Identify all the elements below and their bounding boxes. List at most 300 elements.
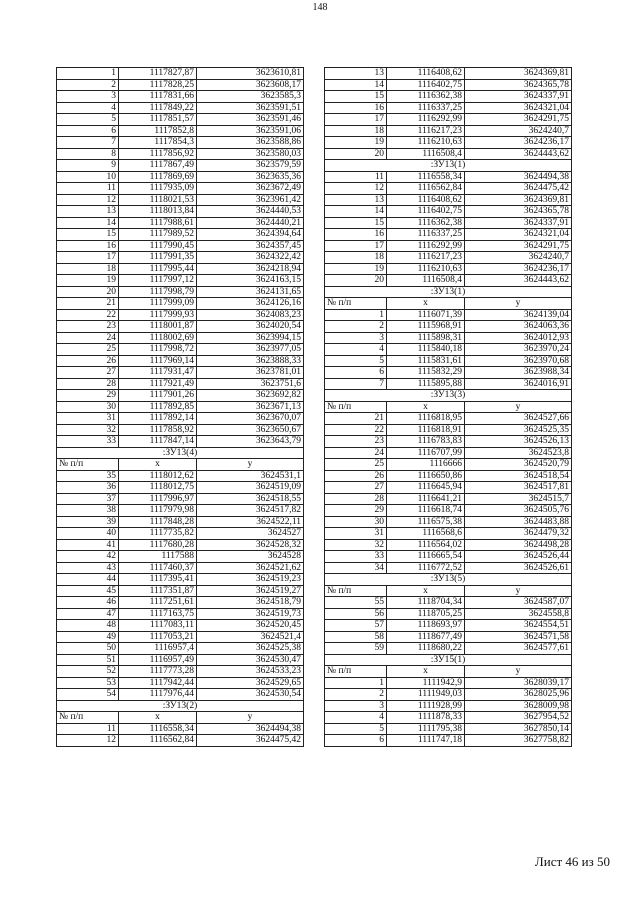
x-coordinate: 1118677,49 xyxy=(387,631,465,643)
x-coordinate: 1116650,86 xyxy=(387,470,465,482)
x-coordinate: 1116772,52 xyxy=(387,562,465,574)
x-coordinate: 1115840,18 xyxy=(387,344,465,356)
table-row xyxy=(57,574,304,586)
x-coordinate: 1117990,45 xyxy=(119,240,197,252)
x-coordinate: 1117991,35 xyxy=(119,252,197,264)
y-coordinate: 3624530,54 xyxy=(197,689,304,701)
table-row xyxy=(325,137,572,149)
y-coordinate: 3628009,98 xyxy=(465,700,572,712)
y-coordinate: 3623635,36 xyxy=(197,171,304,183)
point-number: 48 xyxy=(57,620,119,632)
y-coordinate: 3624321,04 xyxy=(465,102,572,114)
point-number: 25 xyxy=(57,344,119,356)
table-row xyxy=(57,689,304,701)
y-coordinate: 3623591,51 xyxy=(197,102,304,114)
x-coordinate: 1118680,22 xyxy=(387,643,465,655)
point-number: 10 xyxy=(57,171,119,183)
point-number: 43 xyxy=(57,562,119,574)
point-number: 46 xyxy=(57,597,119,609)
table-row xyxy=(325,378,572,390)
table-row xyxy=(325,597,572,609)
y-coordinate: 3624337,91 xyxy=(465,91,572,103)
point-number: 55 xyxy=(325,597,387,609)
point-number: 33 xyxy=(57,436,119,448)
y-coordinate: 3624531,1 xyxy=(197,470,304,482)
point-number: 19 xyxy=(325,263,387,275)
y-coordinate: 3623781,01 xyxy=(197,367,304,379)
x-coordinate: 1116818,95 xyxy=(387,413,465,425)
point-number: 28 xyxy=(57,378,119,390)
column-header-x: x xyxy=(119,459,197,471)
table-row xyxy=(325,367,572,379)
table-row xyxy=(57,470,304,482)
table-row xyxy=(325,516,572,528)
y-coordinate: 3623970,68 xyxy=(465,355,572,367)
y-coordinate: 3623977,05 xyxy=(197,344,304,356)
point-number: 16 xyxy=(325,229,387,241)
table-row xyxy=(57,424,304,436)
x-coordinate: 1116957,49 xyxy=(119,654,197,666)
table-row xyxy=(57,68,304,80)
table-row xyxy=(57,114,304,126)
section-title: :ЗУ13(5) xyxy=(325,574,572,586)
table-row xyxy=(325,240,572,252)
y-coordinate: 3624394,64 xyxy=(197,229,304,241)
x-coordinate: 1117998,79 xyxy=(119,286,197,298)
point-number: 13 xyxy=(325,68,387,80)
x-coordinate: 1117995,44 xyxy=(119,263,197,275)
y-coordinate: 3624571,58 xyxy=(465,631,572,643)
table-row xyxy=(325,252,572,264)
x-coordinate: 1115831,61 xyxy=(387,355,465,367)
y-coordinate: 3624126,16 xyxy=(197,298,304,310)
x-coordinate: 1118693,97 xyxy=(387,620,465,632)
table-row xyxy=(57,505,304,517)
table-row xyxy=(325,631,572,643)
table-row xyxy=(57,723,304,735)
point-number: 15 xyxy=(325,91,387,103)
table-row xyxy=(57,436,304,448)
y-coordinate: 3624365,78 xyxy=(465,79,572,91)
x-coordinate: 1117989,52 xyxy=(119,229,197,241)
table-row xyxy=(325,551,572,563)
x-coordinate: 1117869,69 xyxy=(119,171,197,183)
table-row xyxy=(325,275,572,287)
y-coordinate: 3624321,04 xyxy=(465,229,572,241)
x-coordinate: 1116568,6 xyxy=(387,528,465,540)
x-coordinate: 1117849,22 xyxy=(119,102,197,114)
point-number: 5 xyxy=(325,723,387,735)
table-row xyxy=(57,482,304,494)
x-coordinate: 1115895,88 xyxy=(387,378,465,390)
table-row xyxy=(57,367,304,379)
y-coordinate: 3624528 xyxy=(197,551,304,563)
x-coordinate: 1116645,94 xyxy=(387,482,465,494)
table-row xyxy=(325,677,572,689)
x-coordinate: 1116337,25 xyxy=(387,229,465,241)
section-title: :ЗУ13(1) xyxy=(325,286,572,298)
table-row xyxy=(57,79,304,91)
column-header-y: y xyxy=(465,401,572,413)
x-coordinate: 1117999,09 xyxy=(119,298,197,310)
x-coordinate: 1116508,4 xyxy=(387,148,465,160)
x-coordinate: 1117892,14 xyxy=(119,413,197,425)
y-coordinate: 3624558,8 xyxy=(465,608,572,620)
section-title: :ЗУ13(1) xyxy=(325,160,572,172)
column-header-n: № п/п xyxy=(325,401,387,413)
y-coordinate: 3624357,45 xyxy=(197,240,304,252)
table-row xyxy=(325,102,572,114)
x-coordinate: 1116783,83 xyxy=(387,436,465,448)
x-coordinate: 1116210,63 xyxy=(387,263,465,275)
x-coordinate: 1117083,11 xyxy=(119,620,197,632)
y-coordinate: 3624498,28 xyxy=(465,539,572,551)
x-coordinate: 1116641,21 xyxy=(387,493,465,505)
x-coordinate: 1118705,25 xyxy=(387,608,465,620)
point-number: 6 xyxy=(325,367,387,379)
table-row xyxy=(57,666,304,678)
point-number: 49 xyxy=(57,631,119,643)
table-row xyxy=(57,654,304,666)
table-row xyxy=(325,608,572,620)
y-coordinate: 3627954,52 xyxy=(465,712,572,724)
y-coordinate: 3624533,23 xyxy=(197,666,304,678)
table-row xyxy=(325,68,572,80)
table-row xyxy=(57,344,304,356)
x-coordinate: 1116362,38 xyxy=(387,217,465,229)
point-number: 14 xyxy=(325,206,387,218)
table-row xyxy=(57,91,304,103)
point-number: 44 xyxy=(57,574,119,586)
x-coordinate: 1116210,63 xyxy=(387,137,465,149)
table-row xyxy=(57,735,304,747)
point-number: 7 xyxy=(325,378,387,390)
table-row xyxy=(57,102,304,114)
table-row xyxy=(57,217,304,229)
point-number: 11 xyxy=(57,183,119,195)
y-coordinate: 3623650,67 xyxy=(197,424,304,436)
x-coordinate: 1116665,54 xyxy=(387,551,465,563)
table-row xyxy=(57,286,304,298)
x-coordinate: 1117735,82 xyxy=(119,528,197,540)
point-number: 12 xyxy=(325,183,387,195)
table-row xyxy=(57,263,304,275)
coordinates-table-left xyxy=(56,67,304,747)
y-coordinate: 3624505,76 xyxy=(465,505,572,517)
y-coordinate: 3624577,61 xyxy=(465,643,572,655)
x-coordinate: 1117921,49 xyxy=(119,378,197,390)
y-coordinate: 3624519,23 xyxy=(197,574,304,586)
table-row xyxy=(325,91,572,103)
table-row xyxy=(325,114,572,126)
y-coordinate: 3624475,42 xyxy=(465,183,572,195)
x-coordinate: 1117827,87 xyxy=(119,68,197,80)
y-coordinate: 3624519,09 xyxy=(197,482,304,494)
x-coordinate: 1117976,44 xyxy=(119,689,197,701)
x-coordinate: 1116575,38 xyxy=(387,516,465,528)
point-number: 24 xyxy=(325,447,387,459)
y-coordinate: 3624526,13 xyxy=(465,436,572,448)
table-row xyxy=(57,148,304,160)
y-coordinate: 3624520,45 xyxy=(197,620,304,632)
column-header-y: y xyxy=(465,666,572,678)
y-coordinate: 3624483,88 xyxy=(465,516,572,528)
table-row xyxy=(325,355,572,367)
x-coordinate: 1116558,34 xyxy=(119,723,197,735)
y-coordinate: 3624240,7 xyxy=(465,125,572,137)
y-coordinate: 3624236,17 xyxy=(465,137,572,149)
y-coordinate: 3623591,06 xyxy=(197,125,304,137)
coordinates-table-right xyxy=(324,67,572,747)
x-coordinate: 1117998,72 xyxy=(119,344,197,356)
y-coordinate: 3624522,11 xyxy=(197,516,304,528)
section-title-row xyxy=(325,654,572,666)
point-number: 27 xyxy=(57,367,119,379)
y-coordinate: 3624529,65 xyxy=(197,677,304,689)
point-number: 1 xyxy=(325,677,387,689)
point-number: 15 xyxy=(57,229,119,241)
x-coordinate: 1117999,93 xyxy=(119,309,197,321)
x-coordinate: 1117969,14 xyxy=(119,355,197,367)
x-coordinate: 1118013,84 xyxy=(119,206,197,218)
point-number: 38 xyxy=(57,505,119,517)
table-row xyxy=(57,125,304,137)
y-coordinate: 3624443,62 xyxy=(465,148,572,160)
column-header-n: № п/п xyxy=(57,459,119,471)
x-coordinate: 1117848,28 xyxy=(119,516,197,528)
point-number: 6 xyxy=(57,125,119,137)
table-header-row xyxy=(57,459,304,471)
x-coordinate: 1116666 xyxy=(387,459,465,471)
table-row xyxy=(325,206,572,218)
x-coordinate: 1118001,87 xyxy=(119,321,197,333)
point-number: 50 xyxy=(57,643,119,655)
point-number: 19 xyxy=(57,275,119,287)
point-number: 36 xyxy=(57,482,119,494)
section-title-row xyxy=(325,574,572,586)
x-coordinate: 1117996,97 xyxy=(119,493,197,505)
y-coordinate: 3624528,32 xyxy=(197,539,304,551)
y-coordinate: 3624063,36 xyxy=(465,321,572,333)
table-row xyxy=(325,263,572,275)
y-coordinate: 3628025,96 xyxy=(465,689,572,701)
y-coordinate: 3624517,82 xyxy=(197,505,304,517)
point-number: 32 xyxy=(57,424,119,436)
table-row xyxy=(57,620,304,632)
table-row xyxy=(325,689,572,701)
x-coordinate: 1117460,37 xyxy=(119,562,197,574)
point-number: 2 xyxy=(325,689,387,701)
table-row xyxy=(57,608,304,620)
point-number: 51 xyxy=(57,654,119,666)
point-number: 37 xyxy=(57,493,119,505)
point-number: 56 xyxy=(325,608,387,620)
table-row xyxy=(325,447,572,459)
point-number: 41 xyxy=(57,539,119,551)
column-header-x: x xyxy=(119,712,197,724)
x-coordinate: 1111795,38 xyxy=(387,723,465,735)
table-row xyxy=(57,401,304,413)
point-number: 13 xyxy=(57,206,119,218)
table-row xyxy=(325,539,572,551)
x-coordinate: 1117997,12 xyxy=(119,275,197,287)
table-row xyxy=(325,700,572,712)
table-row xyxy=(325,436,572,448)
y-coordinate: 3624526,44 xyxy=(465,551,572,563)
x-coordinate: 1116707,99 xyxy=(387,447,465,459)
table-header-row xyxy=(325,585,572,597)
page-number: 148 xyxy=(312,2,328,13)
section-title-row xyxy=(325,160,572,172)
x-coordinate: 1116562,84 xyxy=(387,183,465,195)
point-number: 15 xyxy=(325,217,387,229)
x-coordinate: 1117942,44 xyxy=(119,677,197,689)
point-number: 54 xyxy=(57,689,119,701)
y-coordinate: 3624523,8 xyxy=(465,447,572,459)
y-coordinate: 3624240,7 xyxy=(465,252,572,264)
x-coordinate: 1117931,47 xyxy=(119,367,197,379)
column-header-y: y xyxy=(465,585,572,597)
x-coordinate: 1117867,49 xyxy=(119,160,197,172)
table-row xyxy=(325,183,572,195)
y-coordinate: 3624479,32 xyxy=(465,528,572,540)
point-number: 4 xyxy=(325,712,387,724)
point-number: 39 xyxy=(57,516,119,528)
table-header-row xyxy=(325,401,572,413)
y-coordinate: 3624525,35 xyxy=(465,424,572,436)
table-row xyxy=(325,79,572,91)
y-coordinate: 3623585,3 xyxy=(197,91,304,103)
point-number: 12 xyxy=(57,735,119,747)
x-coordinate: 1117892,85 xyxy=(119,401,197,413)
point-number: 29 xyxy=(57,390,119,402)
table-row xyxy=(325,125,572,137)
y-coordinate: 3623608,17 xyxy=(197,79,304,91)
y-coordinate: 3624494,38 xyxy=(465,171,572,183)
column-header-n: № п/п xyxy=(325,585,387,597)
y-coordinate: 3624131,65 xyxy=(197,286,304,298)
y-coordinate: 3624526,61 xyxy=(465,562,572,574)
point-number: 27 xyxy=(325,482,387,494)
point-number: 11 xyxy=(57,723,119,735)
x-coordinate: 1117854,3 xyxy=(119,137,197,149)
point-number: 52 xyxy=(57,666,119,678)
column-header-x: x xyxy=(387,298,465,310)
x-coordinate: 1118012,62 xyxy=(119,470,197,482)
point-number: 17 xyxy=(325,114,387,126)
column-header-x: x xyxy=(387,401,465,413)
column-header-y: y xyxy=(465,298,572,310)
point-number: 7 xyxy=(57,137,119,149)
point-number: 30 xyxy=(325,516,387,528)
table-header-row xyxy=(325,298,572,310)
section-title: :ЗУ13(3) xyxy=(325,390,572,402)
y-coordinate: 3623643,79 xyxy=(197,436,304,448)
table-row xyxy=(57,677,304,689)
y-coordinate: 3623888,33 xyxy=(197,355,304,367)
x-coordinate: 1117856,92 xyxy=(119,148,197,160)
x-coordinate: 1117163,75 xyxy=(119,608,197,620)
point-number: 18 xyxy=(325,252,387,264)
y-coordinate: 3624083,23 xyxy=(197,309,304,321)
column-header-y: y xyxy=(197,459,304,471)
x-coordinate: 1117053,21 xyxy=(119,631,197,643)
y-coordinate: 3623591,46 xyxy=(197,114,304,126)
point-number: 3 xyxy=(325,332,387,344)
y-coordinate: 3624494,38 xyxy=(197,723,304,735)
y-coordinate: 3624521,62 xyxy=(197,562,304,574)
table-row xyxy=(57,585,304,597)
point-number: 4 xyxy=(57,102,119,114)
point-number: 21 xyxy=(57,298,119,310)
y-coordinate: 3624519,27 xyxy=(197,585,304,597)
y-coordinate: 3624530,47 xyxy=(197,654,304,666)
y-coordinate: 3628039,17 xyxy=(465,677,572,689)
y-coordinate: 3624163,15 xyxy=(197,275,304,287)
x-coordinate: 1117831,66 xyxy=(119,91,197,103)
section-title: :ЗУ15(1) xyxy=(325,654,572,666)
x-coordinate: 1116292,99 xyxy=(387,114,465,126)
point-number: 12 xyxy=(57,194,119,206)
point-number: 57 xyxy=(325,620,387,632)
table-row xyxy=(57,275,304,287)
y-coordinate: 3623988,34 xyxy=(465,367,572,379)
point-number: 17 xyxy=(325,240,387,252)
point-number: 30 xyxy=(57,401,119,413)
x-coordinate: 1117858,92 xyxy=(119,424,197,436)
x-coordinate: 1117851,57 xyxy=(119,114,197,126)
y-coordinate: 3624218,94 xyxy=(197,263,304,275)
table-row xyxy=(57,160,304,172)
table-row xyxy=(57,631,304,643)
y-coordinate: 3624515,7 xyxy=(465,493,572,505)
y-coordinate: 3624369,81 xyxy=(465,194,572,206)
point-number: 4 xyxy=(325,344,387,356)
y-coordinate: 3627850,14 xyxy=(465,723,572,735)
point-number: 22 xyxy=(57,309,119,321)
x-coordinate: 1117680,28 xyxy=(119,539,197,551)
table-row xyxy=(57,229,304,241)
y-coordinate: 3623672,49 xyxy=(197,183,304,195)
x-coordinate: 1116957,4 xyxy=(119,643,197,655)
sheet-footer: Лист 46 из 50 xyxy=(534,854,610,869)
y-coordinate: 3624519,73 xyxy=(197,608,304,620)
section-title-row xyxy=(325,390,572,402)
y-coordinate: 3624521,4 xyxy=(197,631,304,643)
x-coordinate: 1116618,74 xyxy=(387,505,465,517)
y-coordinate: 3624337,91 xyxy=(465,217,572,229)
table-row xyxy=(57,183,304,195)
x-coordinate: 1117351,87 xyxy=(119,585,197,597)
x-coordinate: 1117395,41 xyxy=(119,574,197,586)
point-number: 14 xyxy=(57,217,119,229)
y-coordinate: 3624016,91 xyxy=(465,378,572,390)
x-coordinate: 1111949,03 xyxy=(387,689,465,701)
table-row xyxy=(325,194,572,206)
x-coordinate: 1116217,23 xyxy=(387,125,465,137)
x-coordinate: 1117847,14 xyxy=(119,436,197,448)
y-coordinate: 3624518,55 xyxy=(197,493,304,505)
y-coordinate: 3623671,13 xyxy=(197,401,304,413)
column-header-n: № п/п xyxy=(325,298,387,310)
point-number: 25 xyxy=(325,459,387,471)
point-number: 20 xyxy=(325,275,387,287)
x-coordinate: 1116818,91 xyxy=(387,424,465,436)
table-row xyxy=(325,482,572,494)
table-row xyxy=(57,309,304,321)
point-number: 16 xyxy=(325,102,387,114)
table-header-row xyxy=(57,712,304,724)
